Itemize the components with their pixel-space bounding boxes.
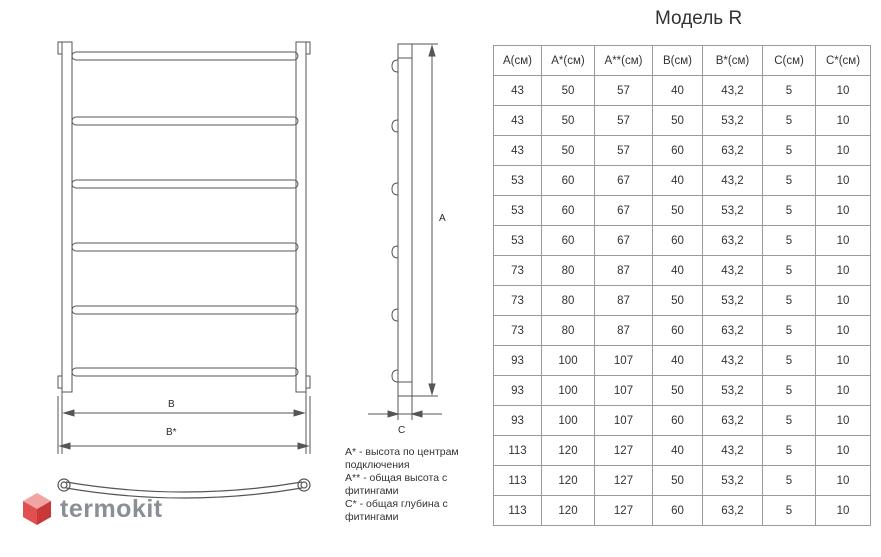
table-cell: 5 [763, 76, 816, 106]
table-cell: 5 [763, 106, 816, 136]
note-line: A** - общая высота с [345, 472, 448, 484]
table-cell: 73 [494, 286, 542, 316]
table-cell: 107 [595, 346, 653, 376]
table-cell: 100 [542, 376, 595, 406]
table-cell: 60 [653, 316, 703, 346]
dimensions-table [493, 45, 871, 526]
table-row [494, 406, 871, 436]
table-row [494, 256, 871, 286]
note-line: фитингами [345, 485, 399, 497]
table-cell: 40 [653, 166, 703, 196]
table-cell: 53,2 [703, 466, 763, 496]
table-cell: 10 [816, 136, 871, 166]
table-cell: 63,2 [703, 316, 763, 346]
table-header-cell: A**(см) [595, 46, 653, 76]
table-header-cell: A(см) [494, 46, 542, 76]
table-cell: 60 [653, 496, 703, 526]
table-cell: 5 [763, 316, 816, 346]
table-cell: 5 [763, 256, 816, 286]
table-cell: 57 [595, 76, 653, 106]
note-line: A* - высота по центрам [345, 446, 459, 458]
table-row [494, 376, 871, 406]
table-cell: 63,2 [703, 496, 763, 526]
legend-notes [345, 446, 485, 524]
table-cell: 43,2 [703, 76, 763, 106]
table-header-cell: B(см) [653, 46, 703, 76]
table-cell: 87 [595, 286, 653, 316]
table-row [494, 316, 871, 346]
dimension-label-b: B [168, 399, 175, 410]
table-row [494, 496, 871, 526]
table-cell: 50 [542, 76, 595, 106]
table-cell: 53,2 [703, 376, 763, 406]
table-cell: 73 [494, 316, 542, 346]
table-cell: 107 [595, 376, 653, 406]
table-cell: 10 [816, 256, 871, 286]
table-cell: 10 [816, 286, 871, 316]
brand-name: termokit [60, 494, 163, 523]
table-cell: 5 [763, 226, 816, 256]
table-cell: 57 [595, 136, 653, 166]
table-header-cell: B*(см) [703, 46, 763, 76]
table-cell: 5 [763, 136, 816, 166]
table-cell: 10 [816, 406, 871, 436]
table-cell: 100 [542, 406, 595, 436]
table-cell: 53 [494, 226, 542, 256]
table-cell: 5 [763, 286, 816, 316]
table-row [494, 106, 871, 136]
table-cell: 50 [653, 196, 703, 226]
brand-logo [22, 492, 163, 526]
table-cell: 43 [494, 76, 542, 106]
table-cell: 10 [816, 436, 871, 466]
table-cell: 113 [494, 436, 542, 466]
table-cell: 50 [542, 136, 595, 166]
table-cell: 50 [542, 106, 595, 136]
table-cell: 120 [542, 466, 595, 496]
table-cell: 127 [595, 436, 653, 466]
table-cell: 10 [816, 466, 871, 496]
table-cell: 43 [494, 136, 542, 166]
table-cell: 63,2 [703, 226, 763, 256]
table-row [494, 346, 871, 376]
table-cell: 53,2 [703, 196, 763, 226]
table-row [494, 466, 871, 496]
dimension-label-a: A [439, 213, 446, 224]
table-row [494, 226, 871, 256]
table-cell: 5 [763, 496, 816, 526]
table-cell: 113 [494, 466, 542, 496]
table-cell: 107 [595, 406, 653, 436]
table-cell: 57 [595, 106, 653, 136]
table-cell: 127 [595, 466, 653, 496]
table-cell: 40 [653, 346, 703, 376]
table-cell: 67 [595, 196, 653, 226]
model-title: Модель R [655, 8, 743, 29]
table-cell: 60 [653, 136, 703, 166]
table-cell: 5 [763, 436, 816, 466]
table-cell: 5 [763, 466, 816, 496]
table-cell: 120 [542, 436, 595, 466]
table-cell: 10 [816, 346, 871, 376]
table-cell: 60 [542, 226, 595, 256]
table-cell: 60 [542, 166, 595, 196]
table-cell: 60 [653, 226, 703, 256]
table-cell: 10 [816, 76, 871, 106]
table-cell: 5 [763, 166, 816, 196]
table-cell: 10 [816, 166, 871, 196]
table-row [494, 136, 871, 166]
table-cell: 80 [542, 286, 595, 316]
table-cell: 5 [763, 406, 816, 436]
table-cell: 80 [542, 256, 595, 286]
table-cell: 120 [542, 496, 595, 526]
table-cell: 113 [494, 496, 542, 526]
front-view-drawing [50, 36, 320, 456]
table-cell: 43,2 [703, 256, 763, 286]
table-cell: 63,2 [703, 406, 763, 436]
table-cell: 10 [816, 316, 871, 346]
table-cell: 5 [763, 196, 816, 226]
table-cell: 10 [816, 496, 871, 526]
table-cell: 93 [494, 346, 542, 376]
table-row [494, 196, 871, 226]
table-cell: 53,2 [703, 286, 763, 316]
table-cell: 40 [653, 436, 703, 466]
table-cell: 67 [595, 226, 653, 256]
table-cell: 50 [653, 376, 703, 406]
table-cell: 43,2 [703, 436, 763, 466]
table-cell: 10 [816, 226, 871, 256]
table-cell: 100 [542, 346, 595, 376]
table-cell: 5 [763, 346, 816, 376]
dimension-label-c: C [398, 425, 406, 436]
table-cell: 53 [494, 166, 542, 196]
table-cell: 53,2 [703, 106, 763, 136]
table-cell: 53 [494, 196, 542, 226]
note-line: фитингами [345, 511, 399, 523]
table-cell: 50 [653, 466, 703, 496]
table-cell: 40 [653, 76, 703, 106]
table-cell: 40 [653, 256, 703, 286]
table-cell: 73 [494, 256, 542, 286]
table-cell: 87 [595, 256, 653, 286]
table-cell: 93 [494, 376, 542, 406]
table-cell: 50 [653, 106, 703, 136]
table-cell: 43,2 [703, 166, 763, 196]
table-cell: 63,2 [703, 136, 763, 166]
table-row [494, 166, 871, 196]
table-row [494, 436, 871, 466]
table-header-row [494, 46, 871, 76]
table-cell: 60 [542, 196, 595, 226]
table-header-cell: C*(см) [816, 46, 871, 76]
note-line: подключения [345, 459, 410, 471]
table-header-cell: A*(см) [542, 46, 595, 76]
table-cell: 10 [816, 196, 871, 226]
note-line: C* - общая глубина с [345, 498, 448, 510]
table-row [494, 286, 871, 316]
table-cell: 60 [653, 406, 703, 436]
table-cell: 127 [595, 496, 653, 526]
table-cell: 10 [816, 376, 871, 406]
table-cell: 87 [595, 316, 653, 346]
hexagon-cube-icon [22, 492, 52, 526]
table-body [494, 76, 871, 526]
table-cell: 93 [494, 406, 542, 436]
table-cell: 50 [653, 286, 703, 316]
table-cell: 43 [494, 106, 542, 136]
dimension-label-b-star: B* [166, 427, 177, 438]
table-header-cell: C(см) [763, 46, 816, 76]
table-row [494, 76, 871, 106]
table-cell: 43,2 [703, 346, 763, 376]
table-cell: 5 [763, 376, 816, 406]
table-cell: 10 [816, 106, 871, 136]
table-cell: 67 [595, 166, 653, 196]
table-cell: 80 [542, 316, 595, 346]
side-view-drawing [362, 36, 462, 446]
